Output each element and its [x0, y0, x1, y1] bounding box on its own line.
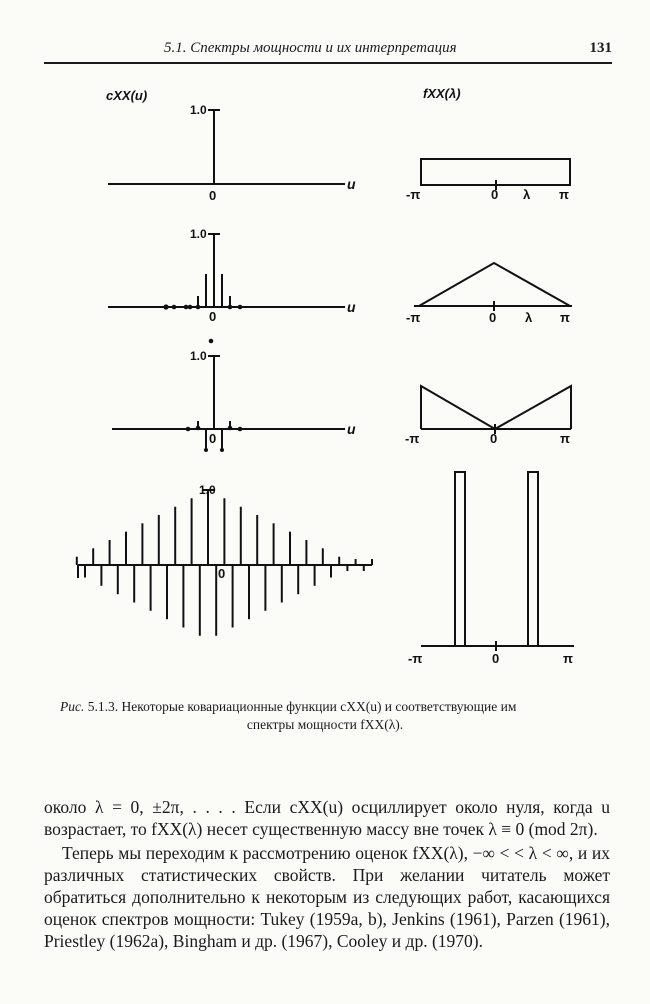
tick-pi-2: π	[560, 310, 570, 325]
dot	[228, 426, 233, 431]
zero-label-left-3: 0	[209, 431, 217, 446]
figure-5-1-3	[0, 70, 650, 690]
tick-minus-pi-1: -π	[406, 187, 421, 202]
caption-line-2: спектры мощности fXX(λ).	[246, 717, 404, 732]
dot	[209, 339, 214, 344]
dot	[220, 448, 224, 452]
paragraph-2: Теперь мы переходим к рассмотрению оценок fXX(λ), −∞ < < λ < ∞, и их различных статистических свойств. При желании читатель может обратиться дополнительно к некоторым из следующих работ, касающихся оценок спектров мощности: Tukey (1959a, b), Jenkins (1961), Parzen (1961), Priestley (1962a), Bingham и др. (1967), Cooley и др. (1970).	[44, 843, 610, 951]
zero-label-left-2: 0	[209, 309, 217, 324]
dot	[238, 305, 243, 310]
right-panel-4	[421, 472, 574, 651]
tick-minus-pi-3: -π	[405, 431, 420, 446]
left-panel-3	[112, 356, 345, 450]
right-panel-1	[421, 159, 570, 190]
dot	[204, 448, 208, 452]
running-header	[44, 40, 612, 62]
zero-label-left-1: 0	[209, 188, 217, 203]
oscillating-spikes	[77, 490, 372, 636]
left-panel-2	[108, 234, 345, 307]
dot	[188, 305, 193, 310]
dot	[186, 427, 191, 432]
tick-zero-3: 0	[490, 431, 498, 446]
tick-zero-4: 0	[492, 651, 500, 666]
peak-label-1: 1.0	[190, 103, 207, 117]
dot	[238, 427, 243, 432]
tick-zero-1: 0	[491, 187, 499, 202]
u-label-3: u	[347, 421, 356, 437]
dot	[228, 305, 233, 310]
page-number: 131	[589, 40, 612, 56]
v-spectrum	[421, 386, 571, 429]
left-axis-title: cXX(u)	[106, 88, 148, 103]
tick-minus-pi-2: -π	[406, 310, 421, 325]
zero-label-left-4: 0	[218, 566, 226, 581]
peak-right-bar	[528, 472, 538, 646]
figure-caption	[60, 698, 590, 734]
tick-lambda-2: λ	[525, 310, 533, 325]
right-panel-2	[414, 263, 572, 311]
left-panel-1	[108, 110, 345, 184]
peak-label-4: 1.0	[199, 483, 216, 497]
u-label-2: u	[347, 299, 356, 315]
left-panel-4	[77, 490, 372, 636]
caption-line-1: 5.1.3. Некоторые ковариационные функции cXX(u) и соответствующие им	[87, 699, 517, 714]
dot	[196, 305, 201, 310]
dot	[163, 304, 168, 309]
u-label-1: u	[347, 176, 356, 192]
tick-lambda-1: λ	[523, 187, 531, 202]
dot	[172, 305, 177, 310]
tick-pi-1: π	[559, 187, 569, 202]
tick-minus-pi-4: -π	[408, 651, 423, 666]
peak-label-2: 1.0	[190, 227, 207, 241]
dot	[196, 426, 201, 431]
body-text	[44, 796, 610, 952]
paragraph-1: около λ = 0, ±2π, . . . . Если cXX(u) осциллирует около нуля, когда u возрастает, то fXX(λ) несет существенную массу вне точек λ ≡ 0 (mod 2π).	[44, 797, 610, 839]
triangle-spectrum	[419, 263, 570, 306]
tick-pi-3: π	[560, 431, 570, 446]
header-rule	[44, 62, 612, 64]
dot	[184, 305, 189, 310]
tick-zero-2: 0	[489, 310, 497, 325]
right-axis-title: fXX(λ)	[423, 86, 461, 101]
running-title: 5.1. Спектры мощности и их интерпретация	[164, 40, 457, 56]
tick-pi-4: π	[563, 651, 573, 666]
peak-label-3: 1.0	[190, 349, 207, 363]
peak-left-bar	[455, 472, 465, 646]
caption-label: Рис.	[60, 699, 85, 714]
right-panel-3	[421, 386, 571, 434]
